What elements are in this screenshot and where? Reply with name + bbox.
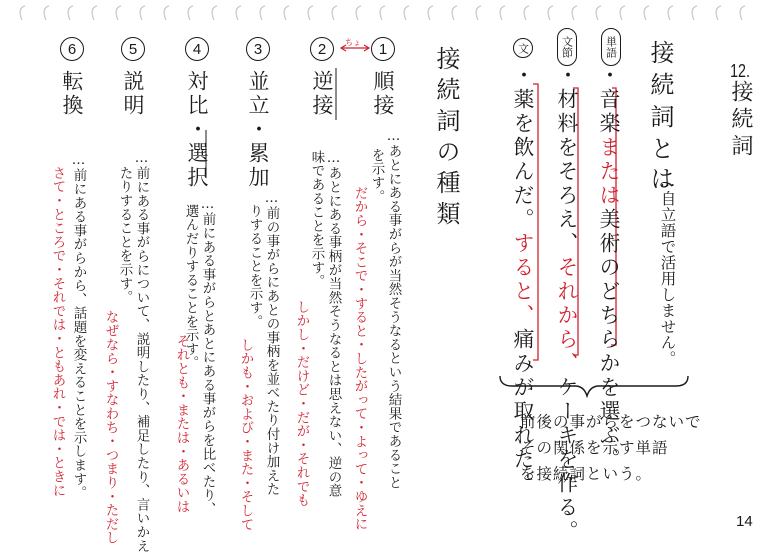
- type-6-number: 6: [60, 37, 84, 61]
- type-2-words: しかし・だけど・だが・それでも: [293, 300, 310, 507]
- type-4-words: それとも・または・あるいは: [173, 334, 190, 514]
- summary-line-2: その関係を示す単語: [520, 439, 669, 457]
- type-5-desc-2: たりすることを示す。: [116, 166, 133, 304]
- type-2-number: 2: [310, 37, 334, 61]
- type-1-name: 順接: [371, 70, 395, 118]
- arrow-label: ちょ: [345, 38, 361, 47]
- type-1-words: だから・そこで・すると・したがって・よって・ゆえに: [351, 186, 368, 531]
- type-5-name: 説明: [121, 70, 145, 118]
- definition-note: …自立語で活用しません。: [658, 172, 677, 367]
- types-heading: 接続詞の種類: [432, 46, 460, 232]
- summary-line-1: 前後の事がらをつないで: [520, 413, 702, 431]
- type-4-desc-1: …前にある事がらとあとにある事がらを比べたり、: [199, 196, 216, 516]
- chapter-title: 接続詞: [728, 80, 753, 161]
- example-2: ・材料をそろえ、それから、ケーキを作る。: [555, 64, 579, 544]
- type-4-number: 4: [185, 37, 209, 61]
- summary-line-3: を接続詞という。: [520, 465, 653, 483]
- type-5-desc-1: …前にある事がらについて、説明したり、補足したり、言いかえ: [133, 150, 150, 553]
- chapter-number: 12.: [730, 62, 750, 80]
- type-3-name: 並立・累加: [246, 70, 270, 190]
- type-5-words: なぜなら・すなわち・つまり・ただし: [102, 310, 119, 545]
- type-4-desc-2: 選んだりすることを示す。: [182, 204, 199, 370]
- tag-word: 単語: [601, 28, 621, 66]
- type-3-desc-2: りすることを示す。: [246, 204, 263, 329]
- type-5-number: 5: [121, 37, 145, 61]
- example-1: ・音楽または美術のどちらかを選ぶ。: [597, 64, 621, 472]
- type-1-desc-1: …あとにある事がらが当然そうなるという結果であること: [385, 128, 402, 490]
- tag-sentence: 文: [513, 38, 533, 58]
- type-2-desc-2: 味であることを示す。: [308, 150, 325, 288]
- type-3-desc-1: …前の事がらにあとの事柄を並べたり付け加えた: [263, 190, 280, 497]
- type-2-name: 逆接: [310, 70, 334, 118]
- type-4-name: 対比・選択: [185, 70, 209, 190]
- tag-phrase: 文節: [557, 28, 577, 66]
- page-number: 14: [736, 513, 753, 530]
- chapter-heading: [729, 62, 751, 161]
- type-3-number: 3: [246, 37, 270, 61]
- example-3: ・薬を飲んだ。すると、痛みが取れた。: [511, 64, 535, 496]
- type-1-number: 1: [371, 37, 395, 61]
- type-6-words: さて・ところで・それでは・ともあれ・では・ときに: [49, 166, 66, 498]
- type-2-desc-1: …あとにある事柄が当然そうなるとは思えない、逆の意: [325, 150, 342, 498]
- type-3-words: しかも・および・また・そして: [237, 338, 254, 532]
- definition-term: 接続詞とは: [646, 40, 674, 196]
- type-6-desc-1: …前にある事がらから、話題を変えることを示します。: [70, 152, 87, 500]
- type-1-desc-2: を示す。: [368, 148, 385, 204]
- type-6-name: 転換: [60, 70, 84, 118]
